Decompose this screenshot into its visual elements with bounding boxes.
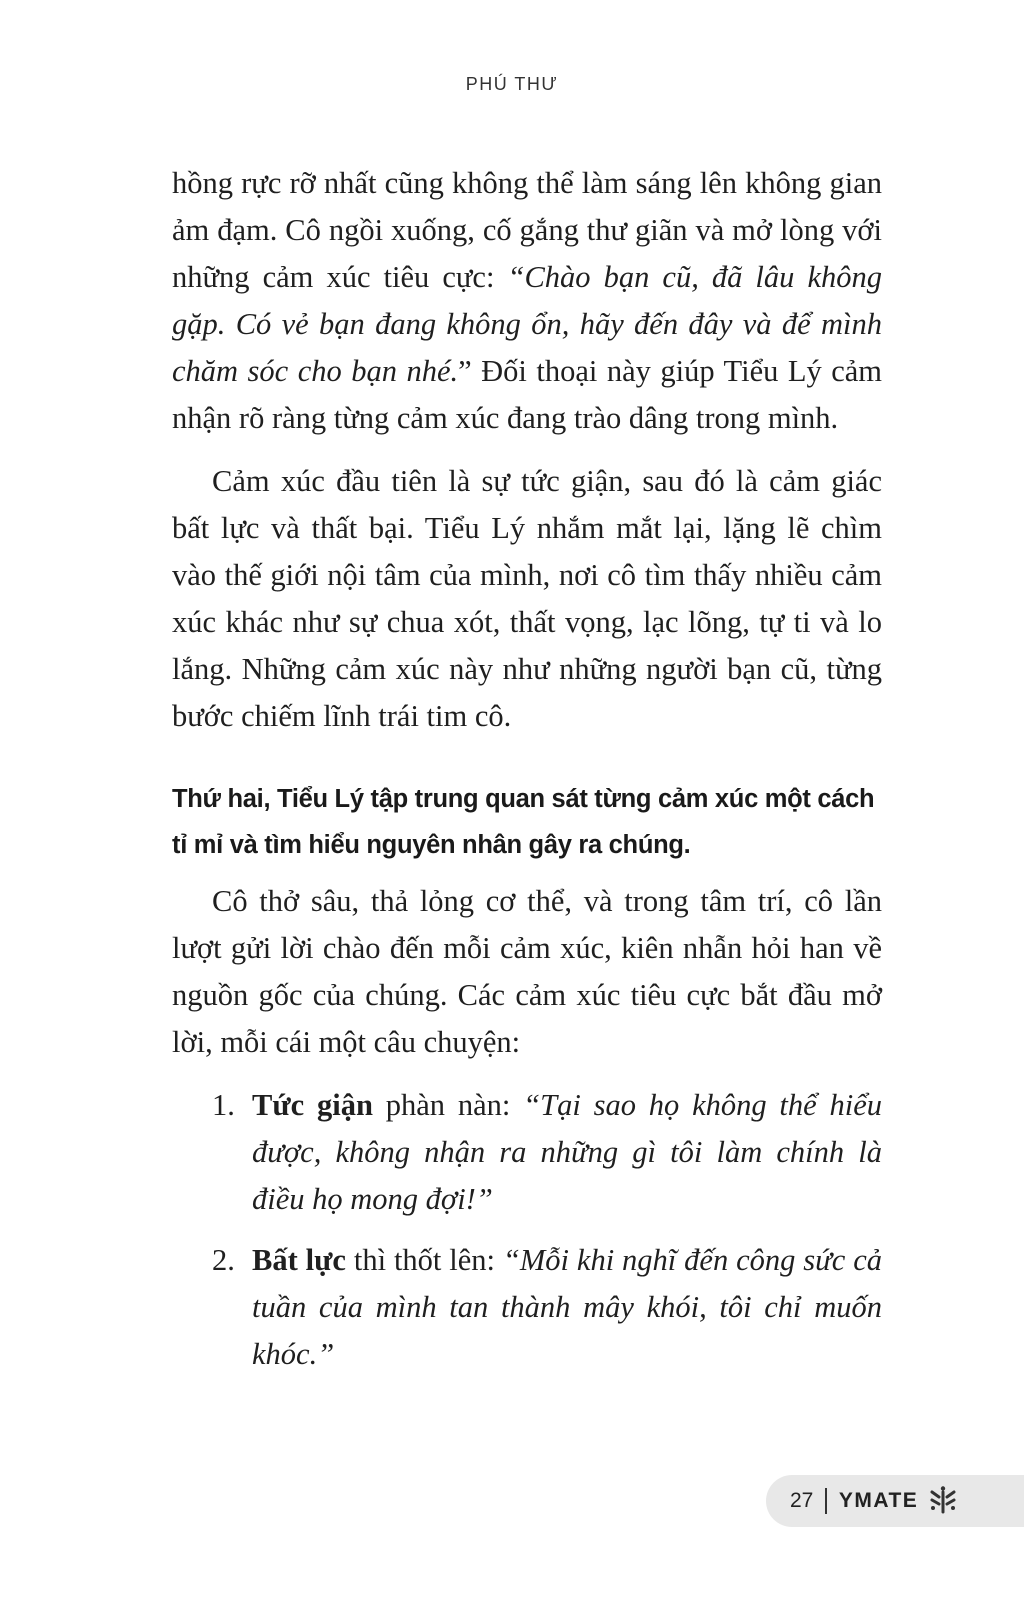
list-number: 1. [212, 1088, 235, 1122]
quote-greeting: “Chào bạn cũ, đã lâu không gặp. Có vẻ bạn đang không ổn, hãy đến đây và để mình chăm sóc cho bạn nhé. [172, 260, 883, 388]
ymate-logo-icon [928, 1486, 958, 1516]
list-item [172, 1082, 882, 1223]
list-term: Tức giận [252, 1088, 373, 1122]
section-heading: Thứ hai, Tiểu Lý tập trung quan sát từng cảm xúc một cách tỉ mỉ và tìm hiểu nguyên nhân gây ra chúng. [172, 785, 875, 859]
page-body [172, 160, 882, 1392]
brand-name: YMATE [838, 1489, 919, 1512]
running-header: PHÚ THƯ [465, 74, 559, 94]
paragraph-1-end: ” Đối thoại này giúp Tiểu Lý cảm nhận rõ ràng từng cảm xúc đang trào dâng trong mình. [172, 354, 883, 435]
footer-divider [825, 1488, 827, 1514]
page-footer-tab [766, 1475, 1024, 1527]
paragraph-3: Cô thở sâu, thả lỏng cơ thể, và trong tâm trí, cô lần lượt gửi lời chào đến mỗi cảm xúc, kiên nhẫn hỏi han về nguồn gốc của chúng. Các cảm xúc tiêu cực bắt đầu mở lời, mỗi cái một câu chuyện: [172, 884, 882, 1059]
paragraph-1-text: hồng rực rỡ nhất cũng không thể làm sáng lên không gian ảm đạm. Cô ngồi xuống, cố gắng thư giãn và mở lòng với những cảm xúc tiêu cực: [172, 166, 882, 294]
list-number: 2. [212, 1243, 235, 1277]
page-number: 27 [790, 1489, 814, 1512]
list-verb: phàn nàn: [372, 1088, 524, 1122]
paragraph-1 [172, 160, 882, 442]
emotion-list [172, 1082, 882, 1378]
list-item [172, 1237, 882, 1378]
list-verb: thì thốt lên: [345, 1243, 503, 1277]
list-quote: “Mỗi khi nghĩ đến công sức cả tuần của mình tan thành mây khói, tôi chỉ muốn khóc.” [252, 1243, 882, 1371]
paragraph-2: Cảm xúc đầu tiên là sự tức giận, sau đó là cảm giác bất lực và thất bại. Tiểu Lý nhắm mắt lại, lặng lẽ chìm vào thế giới nội tâm của mình, nơi cô tìm thấy nhiều cảm xúc khác như sự chua xót, thất vọng, lạc lõng, tự ti và lo lắng. Những cảm xúc này như những người bạn cũ, từng bước chiếm lĩnh trái tim cô. [172, 464, 882, 733]
list-term: Bất lực [252, 1243, 346, 1277]
list-quote: “Tại sao họ không thể hiểu được, không nhận ra những gì tôi làm chính là điều họ mong đợi!” [252, 1088, 882, 1216]
